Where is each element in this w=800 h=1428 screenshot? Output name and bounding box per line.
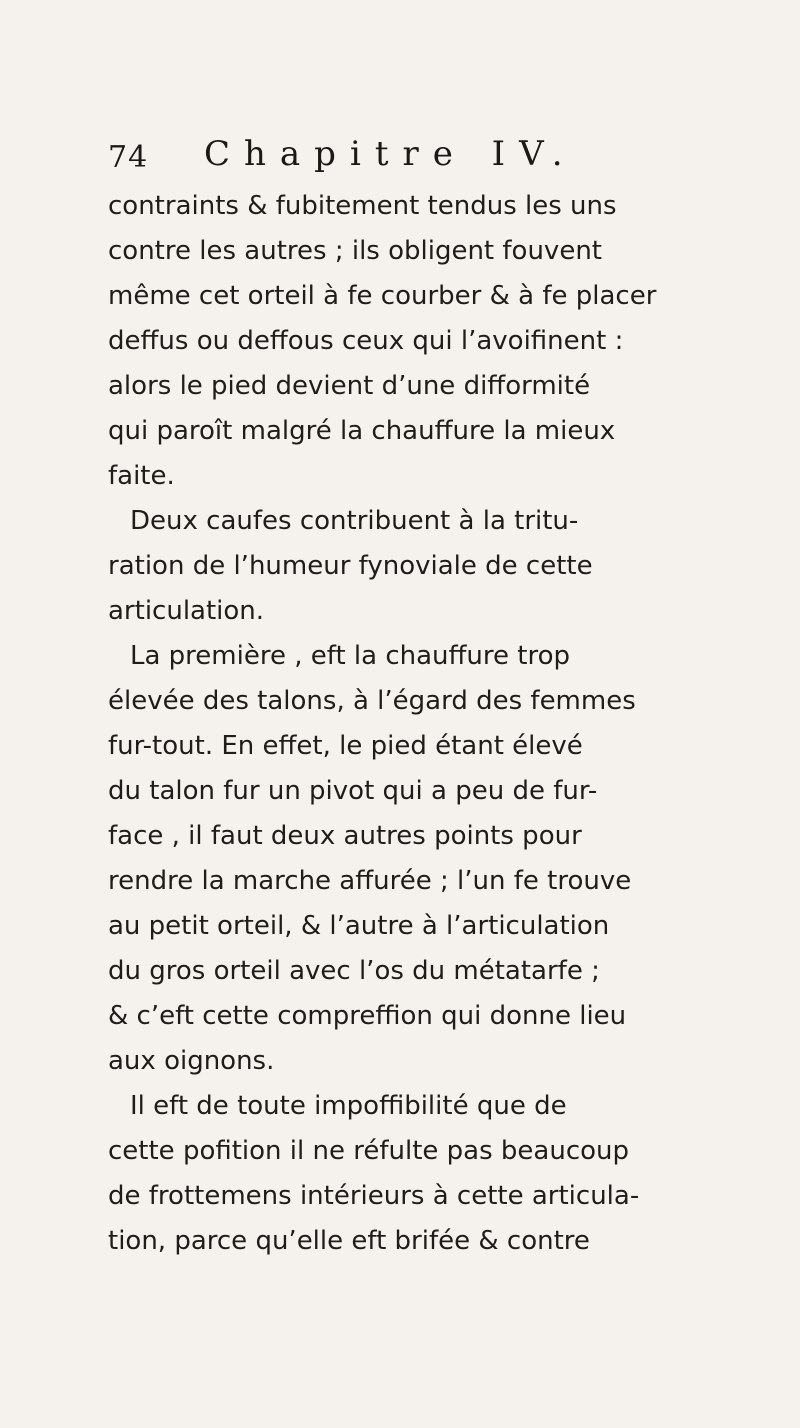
text-line: La première , eft la chauffure trop xyxy=(130,641,571,671)
text-line: & c’eft cette compreffion qui donne lieu xyxy=(108,1001,627,1031)
body-text xyxy=(108,184,748,1264)
text-line: contre les autres ; ils obligent fouvent xyxy=(108,236,602,266)
text-line: ration de l’humeur fynoviale de cette xyxy=(108,551,593,581)
text-line: du gros orteil avec l’os du métatarfe ; xyxy=(108,956,600,986)
page-header xyxy=(108,134,668,180)
text-line: face , il faut deux autres points pour xyxy=(108,821,582,851)
running-head: Chapitre IV. xyxy=(204,134,577,174)
text-line: Deux caufes contribuent à la tritu- xyxy=(130,506,579,536)
text-line: même cet orteil à fe courber & à fe placer xyxy=(108,281,657,311)
text-line: deffus ou deffous ceux qui l’avoifinent : xyxy=(108,326,624,356)
text-line: aux oignons. xyxy=(108,1046,275,1076)
text-line: faite. xyxy=(108,461,175,491)
text-line: cette pofition il ne réfulte pas beaucoup xyxy=(108,1136,630,1166)
text-line: de frottemens intérieurs à cette articula- xyxy=(108,1181,640,1211)
text-line: rendre la marche affurée ; l’un fe trouve xyxy=(108,866,632,896)
text-line: contraints & fubitement tendus les uns xyxy=(108,191,617,221)
text-line: tion, parce qu’elle eft brifée & contre xyxy=(108,1226,590,1256)
text-line: du talon fur un pivot qui a peu de fur- xyxy=(108,776,598,806)
page-number: 74 xyxy=(108,140,149,175)
text-line: articulation. xyxy=(108,596,265,626)
text-line: qui paroît malgré la chauffure la mieux xyxy=(108,416,616,446)
text-line: alors le pied devient d’une difformité xyxy=(108,371,591,401)
text-line: élevée des talons, à l’égard des femmes xyxy=(108,686,636,716)
text-line: au petit orteil, & l’autre à l’articulation xyxy=(108,911,610,941)
text-line: Il eft de toute impoffibilité que de xyxy=(130,1091,567,1121)
text-line: fur-tout. En effet, le pied étant élevé xyxy=(108,731,583,761)
